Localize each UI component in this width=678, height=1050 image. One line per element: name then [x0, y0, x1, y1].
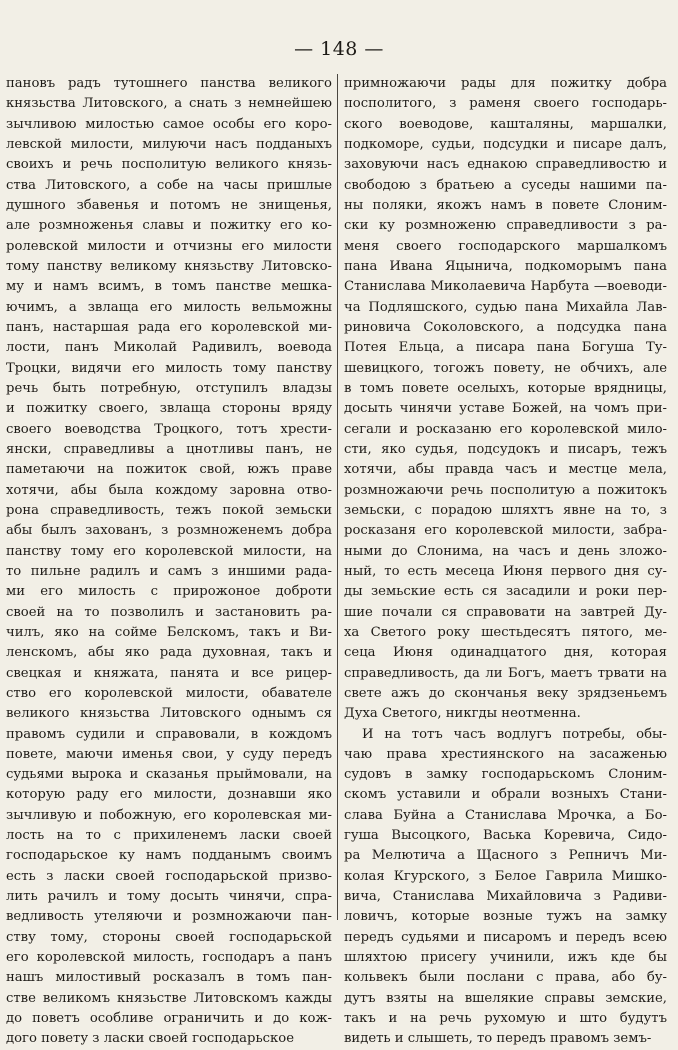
text-line: лить рачилъ и тому досыть чинячи, спра- — [6, 889, 332, 905]
text-line: подкоморе, судьи, подсудки и писаре далъ, — [344, 136, 667, 152]
text-line: панъ, настаршая рада его королевской ми- — [6, 319, 332, 335]
text-line: дого повету з ласки своей господарьское — [6, 1031, 295, 1047]
text-line: ными до Слонима, на часъ и день зложо- — [344, 543, 667, 559]
text-line: вича, Станислава Михайловича з Радиви- — [344, 889, 667, 905]
text-line: заховуючи насъ еднакою справедливостю и — [344, 157, 667, 173]
text-line: ского воеводове, кашталяны, маршалки, — [344, 116, 667, 132]
text-line: судовъ в замку господарьскомъ Слоним- — [344, 767, 667, 783]
text-line: свецкая и княжата, панята и все рицер- — [6, 665, 332, 681]
text-line: хотячи, абы была кождому заровна отво- — [6, 482, 332, 498]
text-line: ча Подляшского, судью пана Михайла Лав- — [344, 299, 667, 315]
text-line: панству тому его королевской милости, на — [6, 543, 332, 559]
text-line: ски ку розмноженю справедливости з ра- — [344, 218, 667, 234]
text-line: земьски, с порадою шляхтъ явне на то, з — [344, 502, 667, 518]
text-line: ловичъ, которые возные тужъ на замку — [344, 909, 667, 925]
text-line: посполитого, з раменя своего господарь- — [344, 96, 667, 112]
text-line: меня своего господарского маршалкомъ — [344, 238, 667, 254]
page-number: — 148 — — [294, 38, 384, 60]
text-line: пановъ радъ тутошнего панства великого — [6, 76, 332, 91]
text-line: свете ажъ до скончанья веку зрядзеньемъ — [344, 685, 667, 701]
text-line: в томъ повете оселыхъ, которые врядницы, — [344, 380, 667, 396]
text-line: ленскомъ, абы яко рада духовная, такъ и — [6, 645, 332, 661]
text-line: хотячи, абы правда часъ и местце мела, — [344, 462, 667, 478]
text-line: нашъ милостивый росказалъ в томъ пан- — [6, 970, 332, 986]
left-text-column — [6, 74, 332, 1050]
text-line: слава Буйна а Станислава Мрочка, а Бо- — [344, 807, 667, 823]
text-line: Станислава Миколаевича Нарбута —воеводи- — [344, 279, 667, 295]
text-line: ды земьские есть ся засадили и роки пер- — [344, 584, 667, 600]
text-line: риновича Соколовского, а подсудка пана — [344, 319, 667, 335]
text-line: лость на то с прихиленемъ ласки своей — [6, 828, 332, 844]
text-line: повете, маючи именья свои, у суду передъ — [6, 746, 332, 762]
text-line: Духа Светого, никгды неотменна. — [344, 706, 581, 722]
text-line: янски, справедливы а цнотливы панъ, не — [6, 441, 332, 457]
text-line: чаю права хрестиянского на засаженью — [344, 746, 667, 762]
text-line: му и намъ всимъ, в томъ панстве мешка- — [6, 279, 332, 295]
column-divider — [337, 74, 338, 920]
text-line: передъ судьями и писаромъ и передъ всею — [344, 929, 667, 945]
text-line: своего воеводства Троцкого, тотъ хрести- — [6, 421, 332, 437]
text-line: росказаня его королевской милости, забра- — [344, 523, 667, 539]
text-line: сегали и росказаню его королевской мило- — [344, 421, 667, 437]
text-line: ство его королевской милости, обавателе — [6, 685, 332, 701]
text-line: И на тотъ часъ водлугъ потребы, обы- — [362, 726, 667, 742]
text-line: ства Литовского, а собе на часы пришлые — [6, 177, 332, 193]
text-line: Троцки, видячи его милость тому панству — [6, 360, 332, 376]
right-text-column — [344, 74, 667, 1050]
text-line: дутъ взяты на вшелякие справы земские, — [344, 990, 667, 1006]
text-line: видеть и слышеть, то передъ правомъ земъ- — [344, 1031, 652, 1047]
text-line: своихъ и речь посполитую великого князь- — [6, 157, 332, 173]
text-line: але розмноженья славы и пожитку его ко- — [6, 218, 332, 234]
text-line: и пожитку своего, звлаща стороны вряду — [6, 401, 332, 417]
text-line: скомъ уставили и обрали возныхъ Стани- — [344, 787, 667, 803]
text-line: правомъ судили и справовали, в кождомъ — [6, 726, 332, 742]
text-line: Потея Ельца, а писара пана Богуша Ту- — [344, 340, 667, 356]
text-line: абы былъ захованъ, з розмноженемъ добра — [6, 523, 332, 539]
text-line: речь быть потребную, отступилъ владзы — [6, 380, 332, 396]
text-line: душного збавенья и потомъ не знищенья, — [6, 197, 332, 213]
text-line: колая Кгурского, з Белое Гаврила Мишко- — [344, 868, 667, 884]
text-line: рона справедливость, тежъ покой земьски — [6, 502, 332, 518]
text-line: стве великомъ князьстве Литовскомъ кажды — [6, 990, 332, 1006]
text-line: ми его милость с прирожоное доброти — [6, 584, 332, 600]
text-line: то пильне радилъ и самъ з иншими рада- — [6, 563, 332, 579]
text-line: ра Мелютича а Щасного з Репничъ Ми- — [344, 848, 667, 864]
text-line: примножаючи рады для пожитку добра — [344, 76, 667, 91]
text-line: шие почали ся справовати на завтрей Ду- — [344, 604, 667, 620]
text-line: зычливою милостью самое особы его коро- — [6, 116, 332, 132]
text-line: справедливость, да ли Богъ, маетъ трвати на — [344, 665, 667, 681]
text-line: шевицкого, тогожъ повету, не обчихъ, але — [344, 360, 667, 376]
text-line: ролевской милости и отчизны его милости — [6, 238, 332, 254]
text-line: розмножаючи речь посполитую а пожитокъ — [344, 482, 667, 498]
text-line: его королевской милость, господаръ а панъ — [6, 950, 332, 966]
text-line: ючимъ, а звлаща его милость вельможны — [6, 299, 332, 315]
text-line: досыть чинячи уставе Божей, на чомъ при- — [344, 401, 667, 417]
text-line: до поветъ особливе ограничить и до кож- — [6, 1011, 332, 1027]
text-line: ха Светого року шестьдесятъ пятого, ме- — [344, 624, 667, 640]
text-line: ный, то есть месеца Июня первого дня су- — [344, 563, 667, 579]
text-line: которую раду его милости, дознавши яко — [6, 787, 332, 803]
text-line: кольвекъ были послани с права, або бу- — [344, 970, 667, 986]
text-line: великого князьства Литовского однымъ ся — [6, 706, 332, 722]
text-line: есть з ласки своей господарьской призво- — [6, 868, 332, 884]
text-line: зычливую и побожную, его королевская ми- — [6, 807, 332, 823]
text-line: сеца Июня одинадцатого дня, которая — [344, 645, 667, 661]
text-line: лости, панъ Миколай Радивилъ, воевода — [6, 340, 332, 356]
text-line: ству тому, стороны своей господарьской — [6, 929, 332, 945]
text-line: господарьское ку намъ подданымъ своимъ — [6, 848, 332, 864]
text-line: свободою з братьею а суседы нашими па- — [344, 177, 667, 193]
text-line: шляхтою присегу учинили, ижъ кде бы — [344, 950, 667, 966]
text-line: судьями вырока и сказанья прыймовали, на — [6, 767, 332, 783]
text-line: сти, яко судья, подсудокъ и писаръ, тежъ — [344, 441, 667, 457]
text-line: такъ и на речь рухомую и што будутъ — [344, 1011, 667, 1027]
text-line: тому панству великому князьству Литовско- — [6, 258, 332, 274]
text-line: своей на то позволилъ и застановить ра- — [6, 604, 332, 620]
text-line: ведливость утеляючи и розмножаючи пан- — [6, 909, 332, 925]
text-line: князьства Литовского, а снать з немнейшею — [6, 96, 332, 112]
text-line: пана Ивана Яцынича, подкоморымъ пана — [344, 258, 667, 274]
text-line: левской милости, милуючи насъ подданыхъ — [6, 136, 332, 152]
text-line: гуша Высоцкого, Васька Коревича, Сидо- — [344, 828, 667, 844]
text-line: паметаючи на пожиток свой, южъ праве — [6, 462, 332, 478]
text-line: ны поляки, якожъ намъ в повете Слоним- — [344, 197, 667, 213]
text-line: чилъ, яко на сойме Белскомъ, такъ и Ви- — [6, 624, 332, 640]
